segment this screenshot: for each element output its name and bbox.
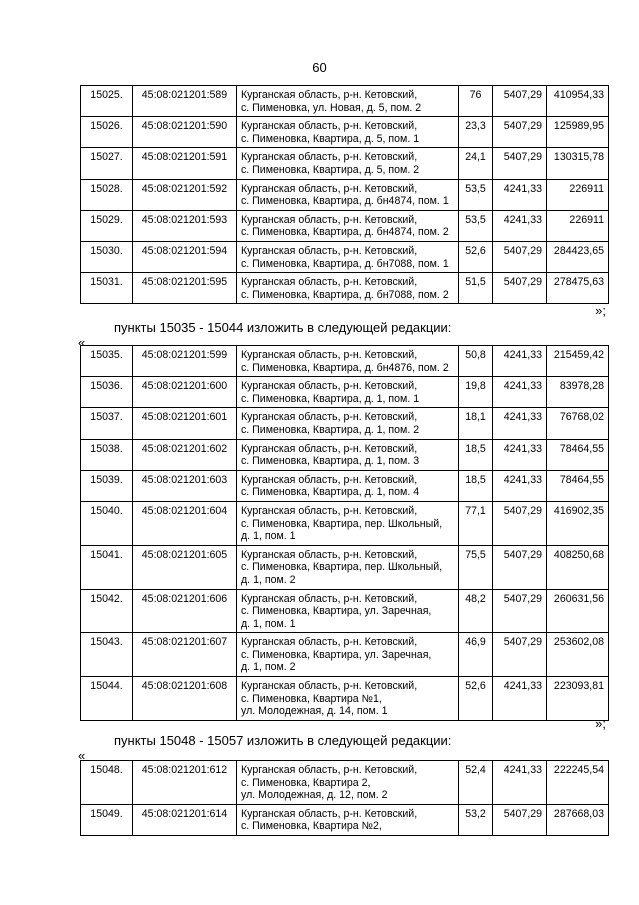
area-cell: 53,2 xyxy=(459,804,493,835)
area-cell: 18,1 xyxy=(459,408,493,439)
unit-price-cell: 5407,29 xyxy=(493,633,547,677)
cadastral-number-cell: 45:08:021201:602 xyxy=(133,439,237,470)
address-line: Курганская область, р-н. Кетовский, xyxy=(241,213,418,226)
total-value-cell: 222245,54 xyxy=(547,761,609,805)
unit-price-cell: 4241,33 xyxy=(493,761,547,805)
address-line: д. 1, пом. 2 xyxy=(241,661,296,674)
cadastral-number-cell: 45:08:021201:595 xyxy=(133,273,237,304)
page-number: 60 xyxy=(312,60,327,75)
total-value-cell: 215459,42 xyxy=(547,346,609,377)
cadastral-number-cell: 45:08:021201:599 xyxy=(133,346,237,377)
row-number-cell: 15031. xyxy=(81,273,133,304)
address-line: с. Пименовка, Квартира, д. бн7088, пом. 2 xyxy=(241,288,449,301)
row-number-cell: 15049. xyxy=(81,804,133,835)
address-cell xyxy=(237,545,459,589)
address-line: с. Пименовка, Квартира, пер. Школьный, xyxy=(241,561,443,574)
row-number-cell: 15038. xyxy=(81,439,133,470)
total-value-cell: 408250,68 xyxy=(547,545,609,589)
address-cell xyxy=(237,470,459,501)
unit-price-cell: 4241,33 xyxy=(493,377,547,408)
address-cell xyxy=(237,241,459,272)
cadastral-number-cell: 45:08:021201:594 xyxy=(133,241,237,272)
address-cell xyxy=(237,377,459,408)
unit-price-cell: 5407,29 xyxy=(493,117,547,148)
row-number-cell: 15040. xyxy=(81,501,133,545)
total-value-cell: 130315,78 xyxy=(547,148,609,179)
table-row xyxy=(81,545,609,589)
unit-price-cell: 5407,29 xyxy=(493,501,547,545)
address-cell xyxy=(237,804,459,835)
property-table-3 xyxy=(80,760,609,836)
total-value-cell: 416902,35 xyxy=(547,501,609,545)
table-row xyxy=(81,148,609,179)
table-row xyxy=(81,470,609,501)
address-line: Курганская область, р-н. Кетовский, xyxy=(241,592,418,605)
row-number-cell: 15036. xyxy=(81,377,133,408)
area-cell: 23,3 xyxy=(459,117,493,148)
address-line: с. Пименовка, Квартира, д. бн4874, пом. 1 xyxy=(241,195,449,208)
total-value-cell: 76768,02 xyxy=(547,408,609,439)
total-value-cell: 226911 xyxy=(547,179,609,210)
address-line: с. Пименовка, Квартира, д. бн4876, пом. 2 xyxy=(241,361,449,374)
cadastral-number-cell: 45:08:021201:607 xyxy=(133,633,237,677)
address-line: с. Пименовка, Квартира, д. 5, пом. 1 xyxy=(241,132,420,145)
table-row xyxy=(81,273,609,304)
table-row xyxy=(81,377,609,408)
total-value-cell: 83978,28 xyxy=(547,377,609,408)
cadastral-number-cell: 45:08:021201:606 xyxy=(133,589,237,633)
total-value-cell: 278475,63 xyxy=(547,273,609,304)
row-number-cell: 15027. xyxy=(81,148,133,179)
property-table-2 xyxy=(80,345,609,721)
address-line: Курганская область, р-н. Кетовский, xyxy=(241,504,418,517)
address-line: с. Пименовка, Квартира, пер. Школьный, xyxy=(241,517,443,530)
total-value-cell: 284423,65 xyxy=(547,241,609,272)
total-value-cell: 223093,81 xyxy=(547,677,609,721)
address-cell xyxy=(237,501,459,545)
cadastral-number-cell: 45:08:021201:593 xyxy=(133,210,237,241)
table-row xyxy=(81,804,609,835)
address-line: Курганская область, р-н. Кетовский, xyxy=(241,120,418,133)
address-line: Курганская область, р-н. Кетовский, xyxy=(241,548,418,561)
row-number-cell: 15026. xyxy=(81,117,133,148)
table-row xyxy=(81,86,609,117)
area-cell: 48,2 xyxy=(459,589,493,633)
area-cell: 18,5 xyxy=(459,439,493,470)
address-line: Курганская область, р-н. Кетовский, xyxy=(241,151,418,164)
cadastral-number-cell: 45:08:021201:604 xyxy=(133,501,237,545)
unit-price-cell: 5407,29 xyxy=(493,804,547,835)
address-line: с. Пименовка, ул. Новая, д. 5, пом. 2 xyxy=(241,101,422,114)
cadastral-number-cell: 45:08:021201:603 xyxy=(133,470,237,501)
instruction-2: пункты 15048 - 15057 изложить в следующей редакции: xyxy=(114,733,452,748)
address-line: Курганская область, р-н. Кетовский, xyxy=(241,276,418,289)
total-value-cell: 260631,56 xyxy=(547,589,609,633)
address-line: Курганская область, р-н. Кетовский, xyxy=(241,89,418,101)
table-row xyxy=(81,210,609,241)
cadastral-number-cell: 45:08:021201:614 xyxy=(133,804,237,835)
table-row xyxy=(81,761,609,805)
address-line: Курганская область, р-н. Кетовский, xyxy=(241,680,418,693)
address-line: с. Пименовка, Квартира 2, xyxy=(241,776,371,789)
address-line: ул. Молодежная, д. 12, пом. 2 xyxy=(241,789,388,802)
address-line: Курганская область, р-н. Кетовский, xyxy=(241,442,418,455)
address-line: Курганская область, р-н. Кетовский, xyxy=(241,182,418,195)
address-line: Курганская область, р-н. Кетовский, xyxy=(241,807,418,820)
address-cell xyxy=(237,273,459,304)
area-cell: 53,5 xyxy=(459,210,493,241)
cadastral-number-cell: 45:08:021201:605 xyxy=(133,545,237,589)
address-line: Курганская область, р-н. Кетовский, xyxy=(241,349,418,361)
unit-price-cell: 5407,29 xyxy=(493,545,547,589)
table-row xyxy=(81,241,609,272)
address-line: с. Пименовка, Квартира №2, xyxy=(241,820,382,833)
unit-price-cell: 4241,33 xyxy=(493,179,547,210)
cadastral-number-cell: 45:08:021201:592 xyxy=(133,179,237,210)
table-row xyxy=(81,677,609,721)
table-row xyxy=(81,117,609,148)
row-number-cell: 15048. xyxy=(81,761,133,805)
cadastral-number-cell: 45:08:021201:590 xyxy=(133,117,237,148)
unit-price-cell: 4241,33 xyxy=(493,439,547,470)
address-line: с. Пименовка, Квартира, д. бн4874, пом. 2 xyxy=(241,226,449,239)
cadastral-number-cell: 45:08:021201:591 xyxy=(133,148,237,179)
address-line: с. Пименовка, Квартира, д. 1, пом. 2 xyxy=(241,423,420,436)
area-cell: 53,5 xyxy=(459,179,493,210)
cadastral-number-cell: 45:08:021201:612 xyxy=(133,761,237,805)
address-line: с. Пименовка, Квартира №1, xyxy=(241,692,382,705)
total-value-cell: 226911 xyxy=(547,210,609,241)
address-line: Курганская область, р-н. Кетовский, xyxy=(241,764,418,776)
total-value-cell: 78464,55 xyxy=(547,439,609,470)
address-line: д. 1, пом. 1 xyxy=(241,530,296,543)
unit-price-cell: 4241,33 xyxy=(493,210,547,241)
area-cell: 77,1 xyxy=(459,501,493,545)
cadastral-number-cell: 45:08:021201:601 xyxy=(133,408,237,439)
total-value-cell: 253602,08 xyxy=(547,633,609,677)
table-row xyxy=(81,439,609,470)
row-number-cell: 15039. xyxy=(81,470,133,501)
total-value-cell: 125989,95 xyxy=(547,117,609,148)
address-line: Курганская область, р-н. Кетовский, xyxy=(241,473,418,486)
address-cell xyxy=(237,86,459,117)
total-value-cell: 78464,55 xyxy=(547,470,609,501)
table-row xyxy=(81,346,609,377)
row-number-cell: 15025. xyxy=(81,86,133,117)
address-line: Курганская область, р-н. Кетовский, xyxy=(241,380,418,393)
address-cell xyxy=(237,761,459,805)
address-line: д. 1, пом. 1 xyxy=(241,617,296,630)
address-line: д. 1, пом. 2 xyxy=(241,573,296,586)
area-cell: 46,9 xyxy=(459,633,493,677)
area-cell: 18,5 xyxy=(459,470,493,501)
address-cell xyxy=(237,589,459,633)
address-cell xyxy=(237,633,459,677)
area-cell: 50,8 xyxy=(459,346,493,377)
area-cell: 19,8 xyxy=(459,377,493,408)
address-line: с. Пименовка, Квартира, д. бн7088, пом. 1 xyxy=(241,257,449,270)
address-cell xyxy=(237,439,459,470)
address-cell xyxy=(237,408,459,439)
area-cell: 24,1 xyxy=(459,148,493,179)
row-number-cell: 15043. xyxy=(81,633,133,677)
table-row xyxy=(81,179,609,210)
address-line: ул. Молодежная, д. 14, пом. 1 xyxy=(241,705,388,718)
unit-price-cell: 5407,29 xyxy=(493,589,547,633)
unit-price-cell: 4241,33 xyxy=(493,346,547,377)
area-cell: 51,5 xyxy=(459,273,493,304)
address-cell xyxy=(237,117,459,148)
unit-price-cell: 5407,29 xyxy=(493,148,547,179)
row-number-cell: 15035. xyxy=(81,346,133,377)
opening-quote-1: « xyxy=(78,335,86,350)
unit-price-cell: 4241,33 xyxy=(493,677,547,721)
unit-price-cell: 4241,33 xyxy=(493,470,547,501)
address-line: с. Пименовка, Квартира, д. 1, пом. 3 xyxy=(241,455,420,468)
row-number-cell: 15037. xyxy=(81,408,133,439)
cadastral-number-cell: 45:08:021201:589 xyxy=(133,86,237,117)
address-cell xyxy=(237,677,459,721)
total-value-cell: 410954,33 xyxy=(547,86,609,117)
row-number-cell: 15030. xyxy=(81,241,133,272)
table-row xyxy=(81,589,609,633)
address-cell xyxy=(237,346,459,377)
cadastral-number-cell: 45:08:021201:600 xyxy=(133,377,237,408)
address-cell xyxy=(237,210,459,241)
address-line: с. Пименовка, Квартира, ул. Заречная, xyxy=(241,648,432,661)
table-row xyxy=(81,408,609,439)
table-row xyxy=(81,501,609,545)
closing-quote-1: »; xyxy=(595,303,606,318)
unit-price-cell: 5407,29 xyxy=(493,241,547,272)
unit-price-cell: 5407,29 xyxy=(493,86,547,117)
address-line: с. Пименовка, Квартира, ул. Заречная, xyxy=(241,605,432,618)
address-cell xyxy=(237,179,459,210)
row-number-cell: 15044. xyxy=(81,677,133,721)
row-number-cell: 15041. xyxy=(81,545,133,589)
area-cell: 52,4 xyxy=(459,761,493,805)
table-row xyxy=(81,633,609,677)
address-cell xyxy=(237,148,459,179)
cadastral-number-cell: 45:08:021201:608 xyxy=(133,677,237,721)
property-table-1 xyxy=(80,85,609,304)
area-cell: 76 xyxy=(459,86,493,117)
opening-quote-2: « xyxy=(78,748,86,763)
address-line: с. Пименовка, Квартира, д. 1, пом. 1 xyxy=(241,392,420,405)
total-value-cell: 287668,03 xyxy=(547,804,609,835)
area-cell: 52,6 xyxy=(459,677,493,721)
unit-price-cell: 5407,29 xyxy=(493,273,547,304)
row-number-cell: 15028. xyxy=(81,179,133,210)
closing-quote-2: »; xyxy=(595,716,606,731)
area-cell: 52,6 xyxy=(459,241,493,272)
address-line: Курганская область, р-н. Кетовский, xyxy=(241,244,418,257)
address-line: с. Пименовка, Квартира, д. 5, пом. 2 xyxy=(241,163,420,176)
unit-price-cell: 4241,33 xyxy=(493,408,547,439)
address-line: Курганская область, р-н. Кетовский, xyxy=(241,411,418,424)
area-cell: 75,5 xyxy=(459,545,493,589)
instruction-1: пункты 15035 - 15044 изложить в следующей редакции: xyxy=(114,320,452,335)
row-number-cell: 15042. xyxy=(81,589,133,633)
address-line: с. Пименовка, Квартира, д. 1, пом. 4 xyxy=(241,486,420,499)
row-number-cell: 15029. xyxy=(81,210,133,241)
address-line: Курганская область, р-н. Кетовский, xyxy=(241,636,418,649)
